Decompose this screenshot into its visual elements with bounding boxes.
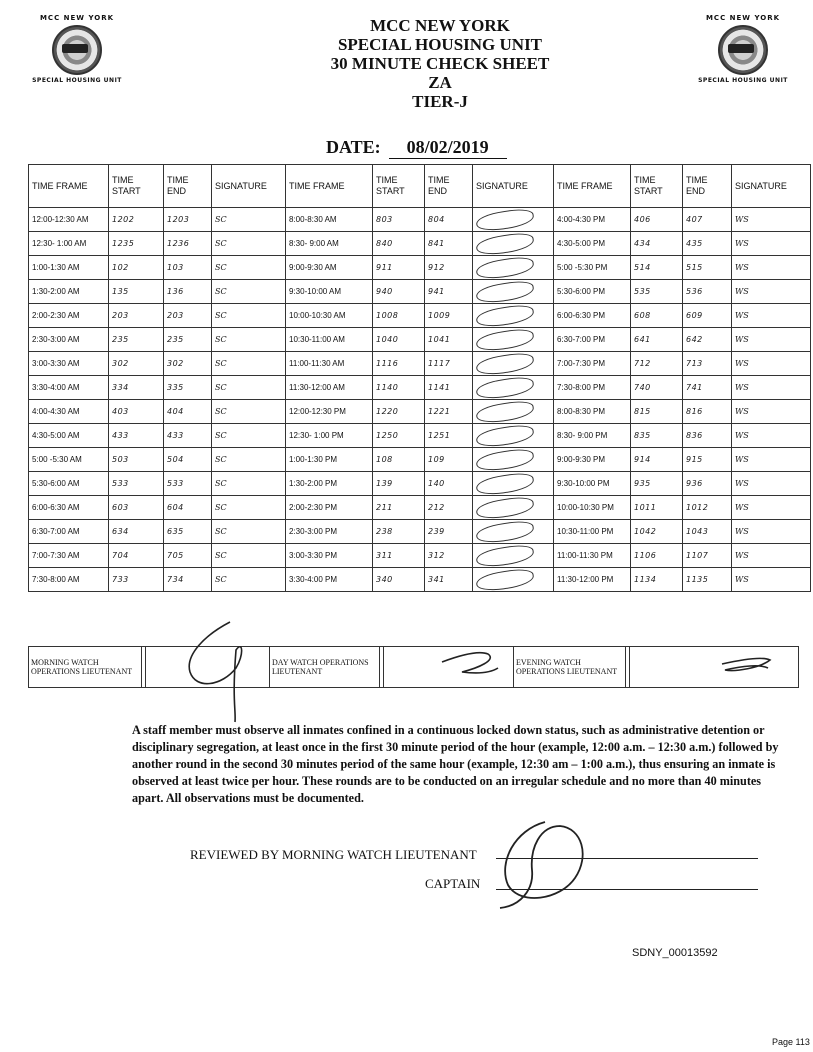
column-header: SIGNATURE (212, 165, 286, 208)
time-end-cell: 212 (425, 496, 473, 520)
morning-watch-label: MORNING WATCH OPERATIONS LIEUTENANT (29, 647, 142, 688)
time-start-cell: 139 (373, 472, 425, 496)
time-start-cell: 533 (109, 472, 164, 496)
time-start-cell: 608 (631, 304, 683, 328)
time-start-cell: 1134 (631, 568, 683, 592)
time-start-cell: 1140 (373, 376, 425, 400)
column-header: TIME END (164, 165, 212, 208)
time-frame-cell: 9:00-9:30 AM (286, 256, 373, 280)
time-start-cell: 211 (373, 496, 425, 520)
bates-number: SDNY_00013592 (632, 947, 718, 959)
time-end-cell: 235 (164, 328, 212, 352)
signature-cell: WS (732, 304, 811, 328)
time-start-cell: 1250 (373, 424, 425, 448)
time-end-cell: 609 (683, 304, 732, 328)
title-line: SPECIAL HOUSING UNIT (337, 35, 543, 54)
signature-cell: WS (732, 400, 811, 424)
time-end-cell: 335 (164, 376, 212, 400)
time-start-cell: 1116 (373, 352, 425, 376)
time-frame-cell: 11:30-12:00 PM (554, 568, 631, 592)
time-start-cell: 102 (109, 256, 164, 280)
title-line: MCC NEW YORK (370, 16, 510, 35)
time-frame-cell: 4:00-4:30 PM (554, 208, 631, 232)
time-end-cell: 1236 (164, 232, 212, 256)
time-frame-cell: 5:00 -5:30 AM (29, 448, 109, 472)
time-start-cell: 733 (109, 568, 164, 592)
time-end-cell: 103 (164, 256, 212, 280)
time-frame-cell: 1:00-1:30 AM (29, 256, 109, 280)
morning-watch-signature-mark (189, 622, 241, 722)
time-start-cell: 434 (631, 232, 683, 256)
reviewer-signature-mark (500, 822, 583, 908)
column-header: TIME END (425, 165, 473, 208)
signature-cell: WS (732, 376, 811, 400)
column-header: TIME START (109, 165, 164, 208)
time-frame-cell: 10:30-11:00 AM (286, 328, 373, 352)
time-start-cell: 1040 (373, 328, 425, 352)
time-frame-cell: 10:30-11:00 PM (554, 520, 631, 544)
captain-label: CAPTAIN (425, 876, 481, 891)
signature-cell: SC (212, 280, 286, 304)
time-frame-cell: 1:30-2:00 PM (286, 472, 373, 496)
signature-cell: SC (212, 232, 286, 256)
time-frame-cell: 9:30-10:00 PM (554, 472, 631, 496)
time-end-cell: 1135 (683, 568, 732, 592)
time-frame-cell: 4:00-4:30 AM (29, 400, 109, 424)
time-end-cell: 912 (425, 256, 473, 280)
signature-cell: WS (732, 520, 811, 544)
signature-cell: SC (212, 424, 286, 448)
time-end-cell: 1012 (683, 496, 732, 520)
time-frame-cell: 6:00-6:30 PM (554, 304, 631, 328)
time-end-cell: 140 (425, 472, 473, 496)
time-end-cell: 312 (425, 544, 473, 568)
signature-cell: WS (732, 472, 811, 496)
time-end-cell: 936 (683, 472, 732, 496)
time-frame-cell: 8:00-8:30 AM (286, 208, 373, 232)
time-start-cell: 641 (631, 328, 683, 352)
time-frame-cell: 10:00-10:30 AM (286, 304, 373, 328)
signature-cell: SC (212, 376, 286, 400)
time-end-cell: 1009 (425, 304, 473, 328)
time-start-cell: 1042 (631, 520, 683, 544)
signature-cell: SC (212, 304, 286, 328)
time-end-cell: 816 (683, 400, 732, 424)
time-end-cell: 1141 (425, 376, 473, 400)
time-frame-cell: 6:30-7:00 AM (29, 520, 109, 544)
signature-cell: SC (212, 496, 286, 520)
signature-cell: SC (212, 448, 286, 472)
time-end-cell: 533 (164, 472, 212, 496)
time-end-cell: 404 (164, 400, 212, 424)
signature-cell: SC (212, 568, 286, 592)
signature-cell: WS (732, 424, 811, 448)
title-line: 30 MINUTE CHECK SHEET (330, 54, 550, 73)
time-end-cell: 433 (164, 424, 212, 448)
signature-cell: WS (732, 232, 811, 256)
time-end-cell: 705 (164, 544, 212, 568)
time-end-cell: 239 (425, 520, 473, 544)
time-start-cell: 433 (109, 424, 164, 448)
time-end-cell: 915 (683, 448, 732, 472)
time-end-cell: 435 (683, 232, 732, 256)
time-frame-cell: 8:30- 9:00 PM (554, 424, 631, 448)
time-frame-cell: 11:00-11:30 PM (554, 544, 631, 568)
time-start-cell: 514 (631, 256, 683, 280)
time-start-cell: 1008 (373, 304, 425, 328)
signature-cell: WS (732, 496, 811, 520)
time-start-cell: 1235 (109, 232, 164, 256)
signature-cell: SC (212, 544, 286, 568)
time-frame-cell: 2:30-3:00 PM (286, 520, 373, 544)
date-label: DATE: (326, 137, 381, 157)
signature-cell: WS (732, 568, 811, 592)
time-start-cell: 108 (373, 448, 425, 472)
time-start-cell: 740 (631, 376, 683, 400)
signature-cell: WS (732, 544, 811, 568)
title-line: TIER-J (412, 92, 468, 111)
time-frame-cell: 9:00-9:30 PM (554, 448, 631, 472)
time-start-cell: 311 (373, 544, 425, 568)
time-start-cell: 535 (631, 280, 683, 304)
time-start-cell: 935 (631, 472, 683, 496)
time-end-cell: 635 (164, 520, 212, 544)
signature-cell: WS (732, 352, 811, 376)
time-start-cell: 1106 (631, 544, 683, 568)
signature-cell: WS (732, 328, 811, 352)
time-frame-cell: 7:30-8:00 PM (554, 376, 631, 400)
column-header: TIME END (683, 165, 732, 208)
logo-top-text: MCC NEW YORK (39, 14, 115, 22)
time-start-cell: 403 (109, 400, 164, 424)
time-start-cell: 704 (109, 544, 164, 568)
time-start-cell: 235 (109, 328, 164, 352)
time-end-cell: 1043 (683, 520, 732, 544)
time-end-cell: 1041 (425, 328, 473, 352)
time-end-cell: 302 (164, 352, 212, 376)
time-end-cell: 804 (425, 208, 473, 232)
time-start-cell: 1011 (631, 496, 683, 520)
time-frame-cell: 7:00-7:30 PM (554, 352, 631, 376)
time-end-cell: 504 (164, 448, 212, 472)
signature-cell: WS (732, 256, 811, 280)
day-watch-label: DAY WATCH OPERATIONS LIEUTENANT (270, 647, 380, 688)
time-end-cell: 203 (164, 304, 212, 328)
column-header: TIME START (373, 165, 425, 208)
signature-cell: SC (212, 352, 286, 376)
time-end-cell: 713 (683, 352, 732, 376)
time-end-cell: 1117 (425, 352, 473, 376)
time-end-cell: 109 (425, 448, 473, 472)
time-frame-cell: 6:30-7:00 PM (554, 328, 631, 352)
time-frame-cell: 7:00-7:30 AM (29, 544, 109, 568)
time-end-cell: 741 (683, 376, 732, 400)
time-start-cell: 803 (373, 208, 425, 232)
time-frame-cell: 3:30-4:00 AM (29, 376, 109, 400)
time-frame-cell: 1:00-1:30 PM (286, 448, 373, 472)
time-end-cell: 136 (164, 280, 212, 304)
time-frame-cell: 6:00-6:30 AM (29, 496, 109, 520)
time-frame-cell: 11:30-12:00 AM (286, 376, 373, 400)
time-frame-cell: 8:00-8:30 PM (554, 400, 631, 424)
logo-bottom-text: SPECIAL HOUSING UNIT (32, 77, 122, 84)
time-frame-cell: 8:30- 9:00 AM (286, 232, 373, 256)
time-start-cell: 634 (109, 520, 164, 544)
time-start-cell: 835 (631, 424, 683, 448)
time-end-cell: 836 (683, 424, 732, 448)
signature-cell: WS (732, 448, 811, 472)
policy-note: A staff member must observe all inmates confined in a continuous locked down status, such as administrative detention or disciplinary segregation, at least once in the first 30 minute period of the hour (example, 12:00 a.m. – 12:30 a.m.) followed by another round in the second 30 minutes period of the same hour (example, 12:30 am – 1:00 a.m.), thus ensuring an inmate is observed at least twice per hour. These rounds are to be conducted on an irregular schedule and no more than 40 minutes apart. All observations must be documented. (132, 723, 779, 805)
time-start-cell: 815 (631, 400, 683, 424)
page-number: Page 113 (772, 1037, 810, 1047)
time-end-cell: 407 (683, 208, 732, 232)
time-frame-cell: 7:30-8:00 AM (29, 568, 109, 592)
signature-cell: WS (732, 208, 811, 232)
time-frame-cell: 9:30-10:00 AM (286, 280, 373, 304)
time-frame-cell: 1:30-2:00 AM (29, 280, 109, 304)
evening-watch-signature-mark (722, 658, 770, 670)
time-end-cell: 734 (164, 568, 212, 592)
logo-top-text: MCC NEW YORK (705, 14, 781, 22)
column-header: TIME FRAME (286, 165, 373, 208)
signature-cell: SC (212, 328, 286, 352)
signature-cell: WS (732, 280, 811, 304)
time-start-cell: 840 (373, 232, 425, 256)
time-end-cell: 1221 (425, 400, 473, 424)
day-watch-signature-mark (442, 653, 498, 673)
time-frame-cell: 12:30- 1:00 PM (286, 424, 373, 448)
time-frame-cell: 5:00 -5:30 PM (554, 256, 631, 280)
time-frame-cell: 4:30-5:00 PM (554, 232, 631, 256)
time-start-cell: 302 (109, 352, 164, 376)
column-header: SIGNATURE (732, 165, 811, 208)
signature-cell: SC (212, 520, 286, 544)
column-header: TIME START (631, 165, 683, 208)
time-start-cell: 334 (109, 376, 164, 400)
time-start-cell: 1220 (373, 400, 425, 424)
time-end-cell: 941 (425, 280, 473, 304)
time-frame-cell: 2:00-2:30 PM (286, 496, 373, 520)
evening-watch-label: EVENING WATCH OPERATIONS LIEUTENANT (514, 647, 626, 688)
time-start-cell: 238 (373, 520, 425, 544)
time-start-cell: 712 (631, 352, 683, 376)
time-end-cell: 341 (425, 568, 473, 592)
time-start-cell: 603 (109, 496, 164, 520)
time-start-cell: 203 (109, 304, 164, 328)
time-frame-cell: 2:30-3:00 AM (29, 328, 109, 352)
time-frame-cell: 3:00-3:30 AM (29, 352, 109, 376)
time-start-cell: 340 (373, 568, 425, 592)
time-end-cell: 841 (425, 232, 473, 256)
time-end-cell: 1107 (683, 544, 732, 568)
column-header: TIME FRAME (554, 165, 631, 208)
time-end-cell: 604 (164, 496, 212, 520)
review-label: REVIEWED BY MORNING WATCH LIEUTENANT (190, 847, 477, 862)
time-end-cell: 1203 (164, 208, 212, 232)
time-frame-cell: 10:00-10:30 PM (554, 496, 631, 520)
time-frame-cell: 11:00-11:30 AM (286, 352, 373, 376)
time-start-cell: 1202 (109, 208, 164, 232)
time-frame-cell: 12:00-12:30 AM (29, 208, 109, 232)
time-end-cell: 1251 (425, 424, 473, 448)
time-end-cell: 515 (683, 256, 732, 280)
time-start-cell: 503 (109, 448, 164, 472)
time-frame-cell: 3:30-4:00 PM (286, 568, 373, 592)
time-frame-cell: 12:30- 1:00 AM (29, 232, 109, 256)
time-frame-cell: 3:00-3:30 PM (286, 544, 373, 568)
time-start-cell: 940 (373, 280, 425, 304)
signature-cell: SC (212, 472, 286, 496)
time-end-cell: 642 (683, 328, 732, 352)
time-frame-cell: 4:30-5:00 AM (29, 424, 109, 448)
time-end-cell: 536 (683, 280, 732, 304)
signature-cell: SC (212, 208, 286, 232)
time-frame-cell: 5:30-6:00 PM (554, 280, 631, 304)
column-header: SIGNATURE (473, 165, 554, 208)
date-value: 08/02/2019 (389, 137, 507, 159)
time-start-cell: 135 (109, 280, 164, 304)
time-start-cell: 914 (631, 448, 683, 472)
signature-cell: SC (212, 256, 286, 280)
time-start-cell: 911 (373, 256, 425, 280)
time-frame-cell: 5:30-6:00 AM (29, 472, 109, 496)
time-frame-cell: 12:00-12:30 PM (286, 400, 373, 424)
time-start-cell: 406 (631, 208, 683, 232)
column-header: TIME FRAME (29, 165, 109, 208)
signature-cell: SC (212, 400, 286, 424)
logo-bottom-text: SPECIAL HOUSING UNIT (698, 77, 788, 84)
time-frame-cell: 2:00-2:30 AM (29, 304, 109, 328)
title-line: ZA (428, 73, 452, 92)
